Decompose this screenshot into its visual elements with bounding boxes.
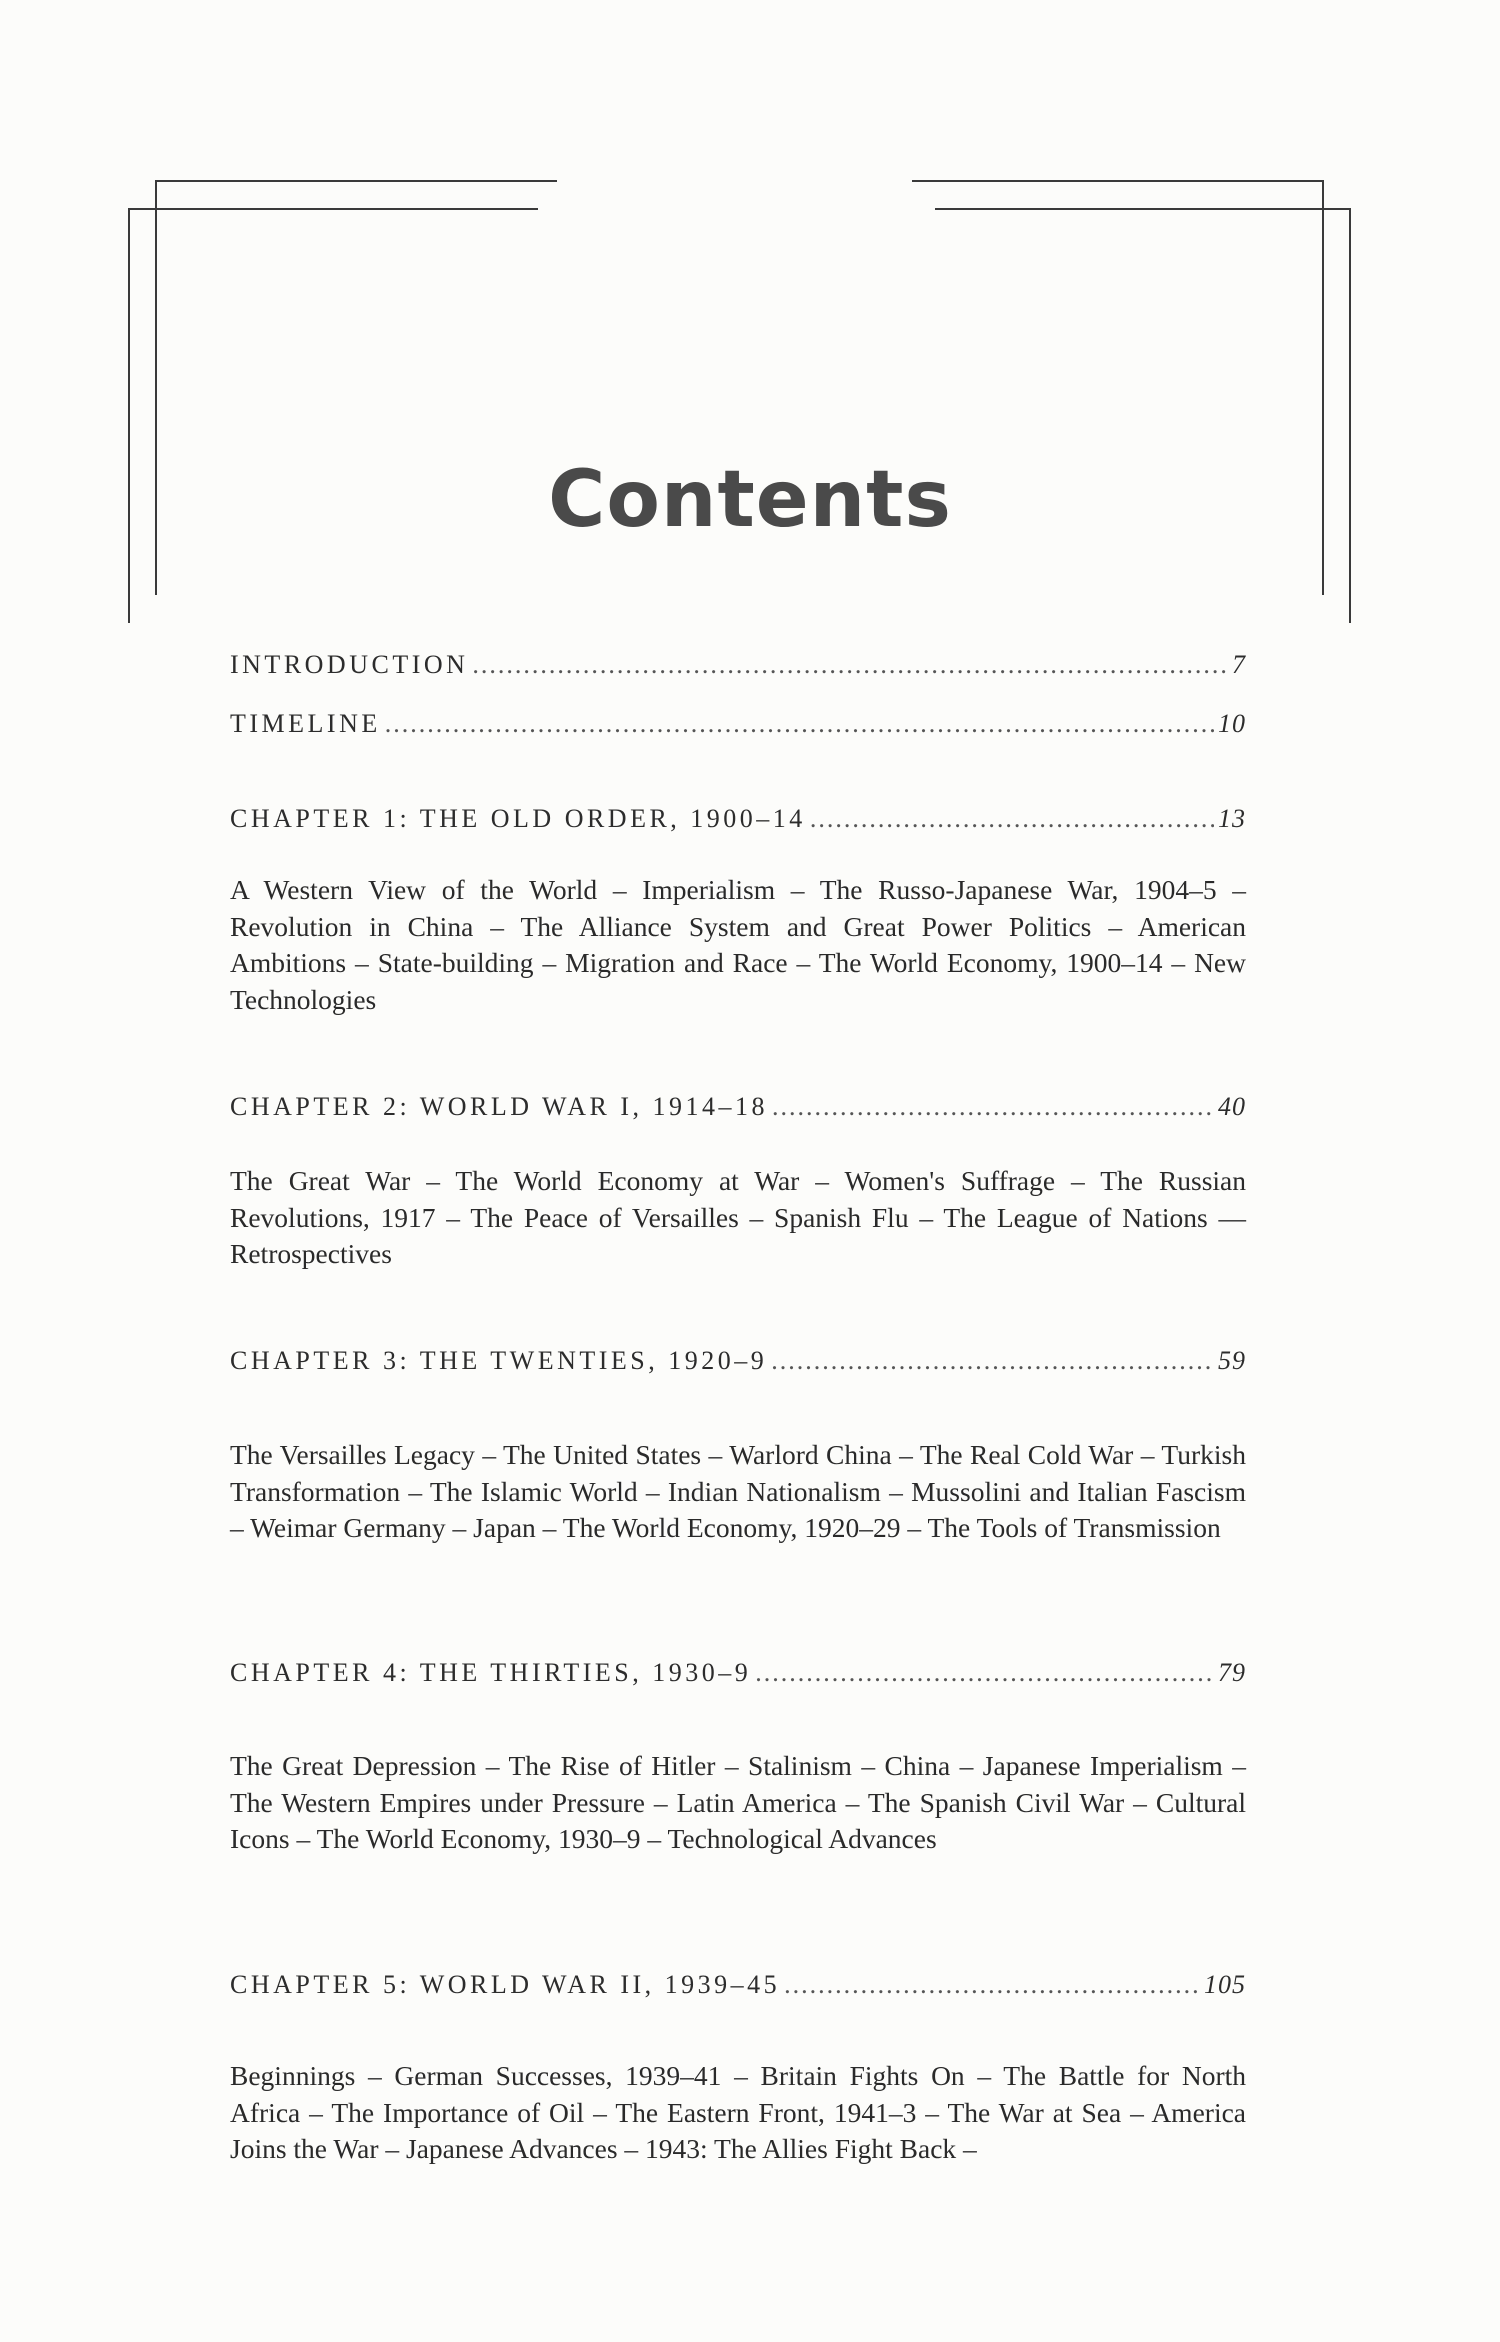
dot-leader xyxy=(772,1092,1214,1122)
toc-entry-title: CHAPTER 4: THE THIRTIES, 1930–9 xyxy=(230,1658,752,1687)
frame-top-right-inner xyxy=(935,208,1350,210)
frame-top-left-outer xyxy=(155,180,557,182)
page-title: Contents xyxy=(548,455,952,545)
frame-top-right-outer xyxy=(912,180,1322,182)
frame-right-outer xyxy=(1349,208,1351,623)
toc-entry-timeline xyxy=(230,709,1246,749)
dot-leader xyxy=(472,650,1228,680)
toc-entry-chapter-5 xyxy=(230,1970,1246,2010)
dot-leader xyxy=(755,1658,1214,1688)
toc-entry-page: 13 xyxy=(1218,804,1246,833)
dot-leader xyxy=(385,709,1214,739)
toc-entry-title: TIMELINE xyxy=(230,709,381,738)
toc-entry-title: CHAPTER 5: WORLD WAR II, 1939–45 xyxy=(230,1970,781,1999)
frame-left-outer xyxy=(128,208,130,623)
dot-leader xyxy=(784,1970,1200,2000)
toc-entry-title: CHAPTER 2: WORLD WAR I, 1914–18 xyxy=(230,1092,768,1121)
toc-entry-chapter-4 xyxy=(230,1658,1246,1698)
toc-entry-chapter-3 xyxy=(230,1346,1246,1386)
toc-entry-chapter-1 xyxy=(230,804,1246,844)
toc-entry-page: 40 xyxy=(1218,1092,1246,1121)
toc-entry-page: 59 xyxy=(1218,1346,1246,1375)
chapter-3-description: The Versailles Legacy – The United States – Warlord China – The Real Cold War – Turkish Transformation – The Islamic World – Indian Nationalism – Mussolini and Italian Fascism – Weimar Germany – Japan – The World Economy, 1920–29 – The Tools of Transmission xyxy=(230,1439,1246,1543)
chapter-2-description: The Great War – The World Economy at War – Women's Suffrage – The Russian Revolutions, 1917 – The Peace of Versailles – Spanish Flu – The League of Nations — Retrospectives xyxy=(230,1165,1246,1269)
toc-entry-title: CHAPTER 3: THE TWENTIES, 1920–9 xyxy=(230,1346,768,1375)
toc-entry-page: 79 xyxy=(1218,1658,1246,1687)
toc-entry-page: 7 xyxy=(1232,650,1246,679)
chapter-4-description: The Great Depression – The Rise of Hitler – Stalinism – China – Japanese Imperialism – The Western Empires under Pressure – Latin America – The Spanish Civil War – Cultural Icons – The World Economy, 1930–9 – Technological Advances xyxy=(230,1750,1246,1854)
toc-entry-page: 10 xyxy=(1218,709,1246,738)
toc-entry-introduction xyxy=(230,650,1246,690)
toc-entry-chapter-2 xyxy=(230,1092,1246,1132)
frame-top-left-inner xyxy=(128,208,538,210)
toc-entry-title: INTRODUCTION xyxy=(230,650,469,679)
toc-entry-title: CHAPTER 1: THE OLD ORDER, 1900–14 xyxy=(230,804,806,833)
dot-leader xyxy=(810,804,1214,834)
dot-leader xyxy=(771,1346,1214,1376)
chapter-1-description: A Western View of the World – Imperialism – The Russo-Japanese War, 1904–5 – Revolution in China – The Alliance System and Great Power Politics – American Ambitions – State-building – Migration and Race – The World Economy, 1900–14 – New Technologies xyxy=(230,874,1246,1015)
chapter-5-description: Beginnings – German Successes, 1939–41 – Britain Fights On – The Battle for North Africa – The Importance of Oil – The Eastern Front, 1941–3 – The War at Sea – America Joins the War – Japanese Advances – 1943: The Allies Fight Back – xyxy=(230,2060,1246,2164)
toc-entry-page: 105 xyxy=(1204,1970,1246,1999)
